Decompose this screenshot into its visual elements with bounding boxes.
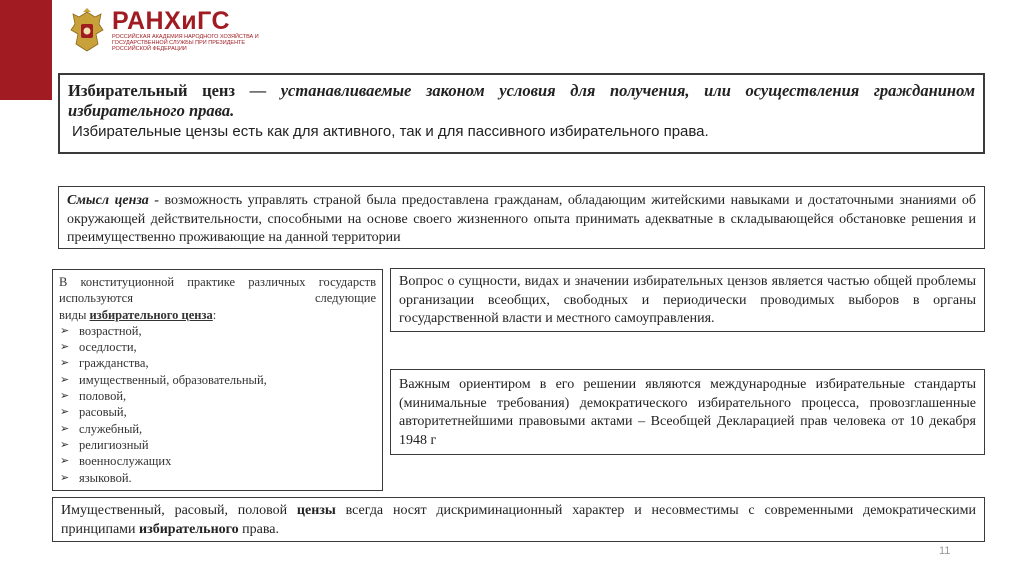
discrimination-part3: права.	[242, 521, 279, 537]
discrimination-part1: Имущественный, расовый, половой	[61, 503, 288, 518]
definition-text: устанавливаемые законом условия для получения, или осуществления гражданином избирательного права.	[68, 81, 975, 120]
list-item: ➢ религиозный	[60, 437, 149, 452]
meaning-label: Смысл ценза -	[67, 193, 159, 208]
list-item: ➢ имущественный, образовательный,	[60, 372, 267, 387]
meaning-text: возможность управлять страной была предоставлена гражданам, обладающим житейскими навыками и достаточными знаниями об окружающей действительности, способными на основе своего жизненного опыта принимать адекватные в складывающейся обстановке решения и преимущественно проживающие на данной территории	[67, 193, 976, 245]
definition-note: Избирательные цензы есть как для активного, так и для пассивного избирательного права.	[72, 123, 709, 140]
essence-question-text: Вопрос о сущности, видах и значении избирательных цензов является частью общей проблемы организации всеобщих, свободных и периодически проводимых выборов в органы государственной власти и местного самоуправления.	[399, 274, 976, 326]
discrimination-part2: всегда носят дискриминационный характер и несовместимы с современными демократическими принципами	[61, 503, 977, 537]
arrow-bullet-icon: ➢	[60, 323, 70, 337]
arrow-bullet-icon: ➢	[60, 340, 70, 354]
list-item: ➢ расовый,	[60, 405, 127, 420]
arrow-bullet-icon: ➢	[60, 405, 70, 419]
census-types-list	[59, 323, 376, 486]
list-item: ➢ служебный,	[60, 421, 143, 436]
arrow-bullet-icon: ➢	[60, 389, 70, 403]
list-item: ➢ возрастной,	[60, 323, 142, 338]
arrow-bullet-icon: ➢	[60, 356, 70, 370]
list-item: ➢ половой,	[60, 389, 127, 404]
meaning-box	[58, 186, 985, 249]
brand-name: РАНХиГС	[112, 7, 231, 35]
discrimination-box	[52, 497, 985, 542]
logo	[68, 8, 298, 58]
discrimination-bold2: избирательного	[139, 521, 239, 537]
brand-subtitle: РОССИЙСКАЯ АКАДЕМИЯ НАРОДНОГО ХОЗЯЙСТВА И ГОСУДАРСТВЕННОЙ СЛУЖБЫ ПРИ ПРЕЗИДЕНТЕ РОССИЙСКОЙ ФЕДЕРАЦИИ	[112, 34, 259, 53]
discrimination-bold1: цензы	[296, 503, 336, 518]
arrow-bullet-icon: ➢	[60, 372, 70, 386]
page-number: 11	[939, 545, 951, 557]
census-intro-line2: используются следующие	[59, 291, 376, 306]
header-accent-bar	[0, 0, 52, 100]
arrow-bullet-icon: ➢	[60, 421, 70, 435]
arrow-bullet-icon: ➢	[60, 454, 70, 468]
census-intro-bold: избирательного ценза	[89, 307, 213, 322]
arrow-bullet-icon: ➢	[60, 437, 70, 451]
census-intro-suffix: :	[212, 307, 217, 322]
essence-question-box	[390, 268, 985, 332]
list-item: ➢ гражданства,	[60, 356, 149, 371]
international-standards-box	[390, 369, 985, 455]
list-item: ➢ оседлости,	[60, 340, 137, 355]
census-types-box	[52, 269, 383, 491]
arrow-bullet-icon: ➢	[60, 470, 70, 484]
definition-box	[58, 73, 985, 154]
census-intro-line3	[59, 307, 376, 323]
list-item: ➢ военнослужащих	[60, 454, 172, 469]
international-standards-text: Важным ориентиром в его решении являются международные избирательные стандарты (минимальные требования) демократического избирательного процесса, провозглашенные авторитетнейшими правовыми актами – Всеобщей Декларацией прав человека от 10 декабря 1948 г	[399, 377, 976, 449]
census-intro-prefix: виды	[59, 307, 87, 322]
census-intro-line1: В конституционной практике различных государств	[59, 275, 376, 289]
list-item: ➢ языковой.	[60, 470, 132, 485]
definition-paragraph	[68, 81, 975, 121]
eagle-emblem-icon	[68, 8, 106, 54]
definition-term: Избирательный ценз —	[68, 81, 267, 100]
